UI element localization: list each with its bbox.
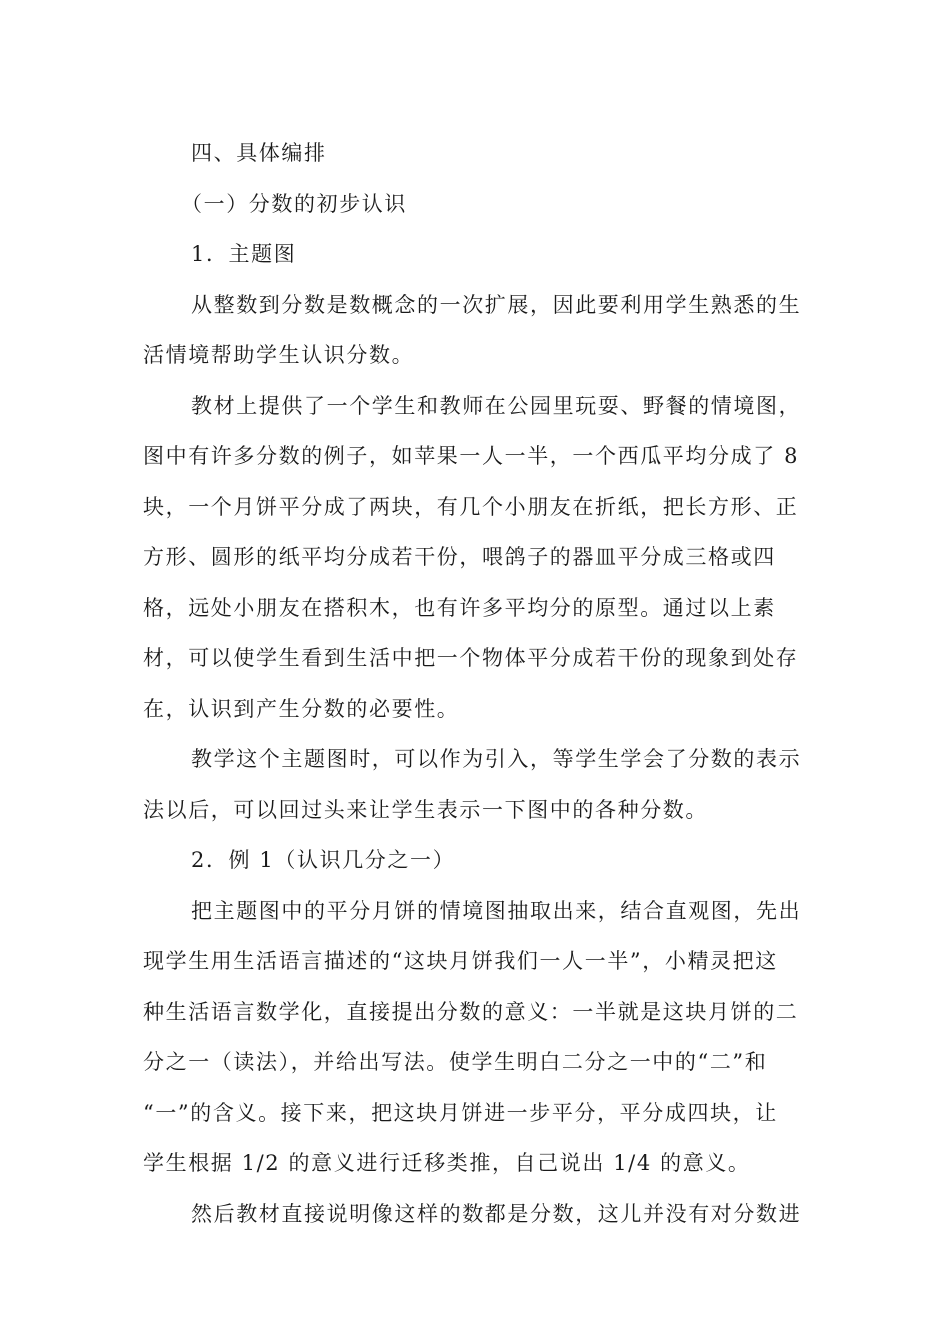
item-heading: 2．例 1（认识几分之一） <box>191 848 456 872</box>
paragraph-line: 教学这个主题图时，可以作为引入，等学生学会了分数的表示 <box>191 747 802 771</box>
paragraph-line: 图中有许多分数的例子，如苹果一人一半，一个西瓜平均分成了 8 <box>143 444 800 468</box>
paragraph-line: 材，可以使学生看到生活中把一个物体平分成若干份的现象到处存 <box>143 646 799 670</box>
paragraph-line: “一”的含义。接下来，把这块月饼进一步平分，平分成四块，让 <box>143 1100 778 1125</box>
paragraph-line: 格，远处小朋友在搭积木，也有许多平均分的原型。通过以上素 <box>143 595 776 620</box>
paragraph-line: 教材上提供了一个学生和教师在公园里玩耍、野餐的情境图， <box>191 393 802 418</box>
paragraph-line: 现学生用生活语言描述的“这块月饼我们一人一半”，小精灵把这 <box>143 949 778 973</box>
paragraph-line: 然后教材直接说明像这样的数都是分数，这儿并没有对分数进 <box>191 1201 802 1226</box>
section-heading: 四、具体编排 <box>191 141 327 165</box>
paragraph-line: 块，一个月饼平分成了两块，有几个小朋友在折纸，把长方形、正 <box>143 494 799 519</box>
paragraph-line: 活情境帮助学生认识分数。 <box>143 343 415 367</box>
document-body <box>143 128 807 1239</box>
paragraph-line: 从整数到分数是数概念的一次扩展，因此要利用学生熟悉的生 <box>191 292 802 317</box>
paragraph-line: 法以后，可以回过头来让学生表示一下图中的各种分数。 <box>143 797 708 822</box>
paragraph-line: 把主题图中的平分月饼的情境图抽取出来，结合直观图，先出 <box>191 898 802 923</box>
paragraph-line: 学生根据 1/2 的意义进行迁移类推，自己说出 1/4 的意义。 <box>143 1151 751 1175</box>
paragraph-line: 分之一（读法），并给出写法。使学生明白二分之一中的“二”和 <box>143 1050 768 1074</box>
item-heading: 1．主题图 <box>191 242 297 266</box>
paragraph-line: 种生活语言数学化，直接提出分数的意义：一半就是这块月饼的二 <box>143 999 799 1024</box>
paragraph-line: 方形、圆形的纸平均分成若干份，喂鸽子的器皿平分成三格或四 <box>143 545 776 569</box>
subsection-heading: （一）分数的初步认识 <box>181 191 407 216</box>
paragraph-line: 在，认识到产生分数的必要性。 <box>143 696 460 721</box>
